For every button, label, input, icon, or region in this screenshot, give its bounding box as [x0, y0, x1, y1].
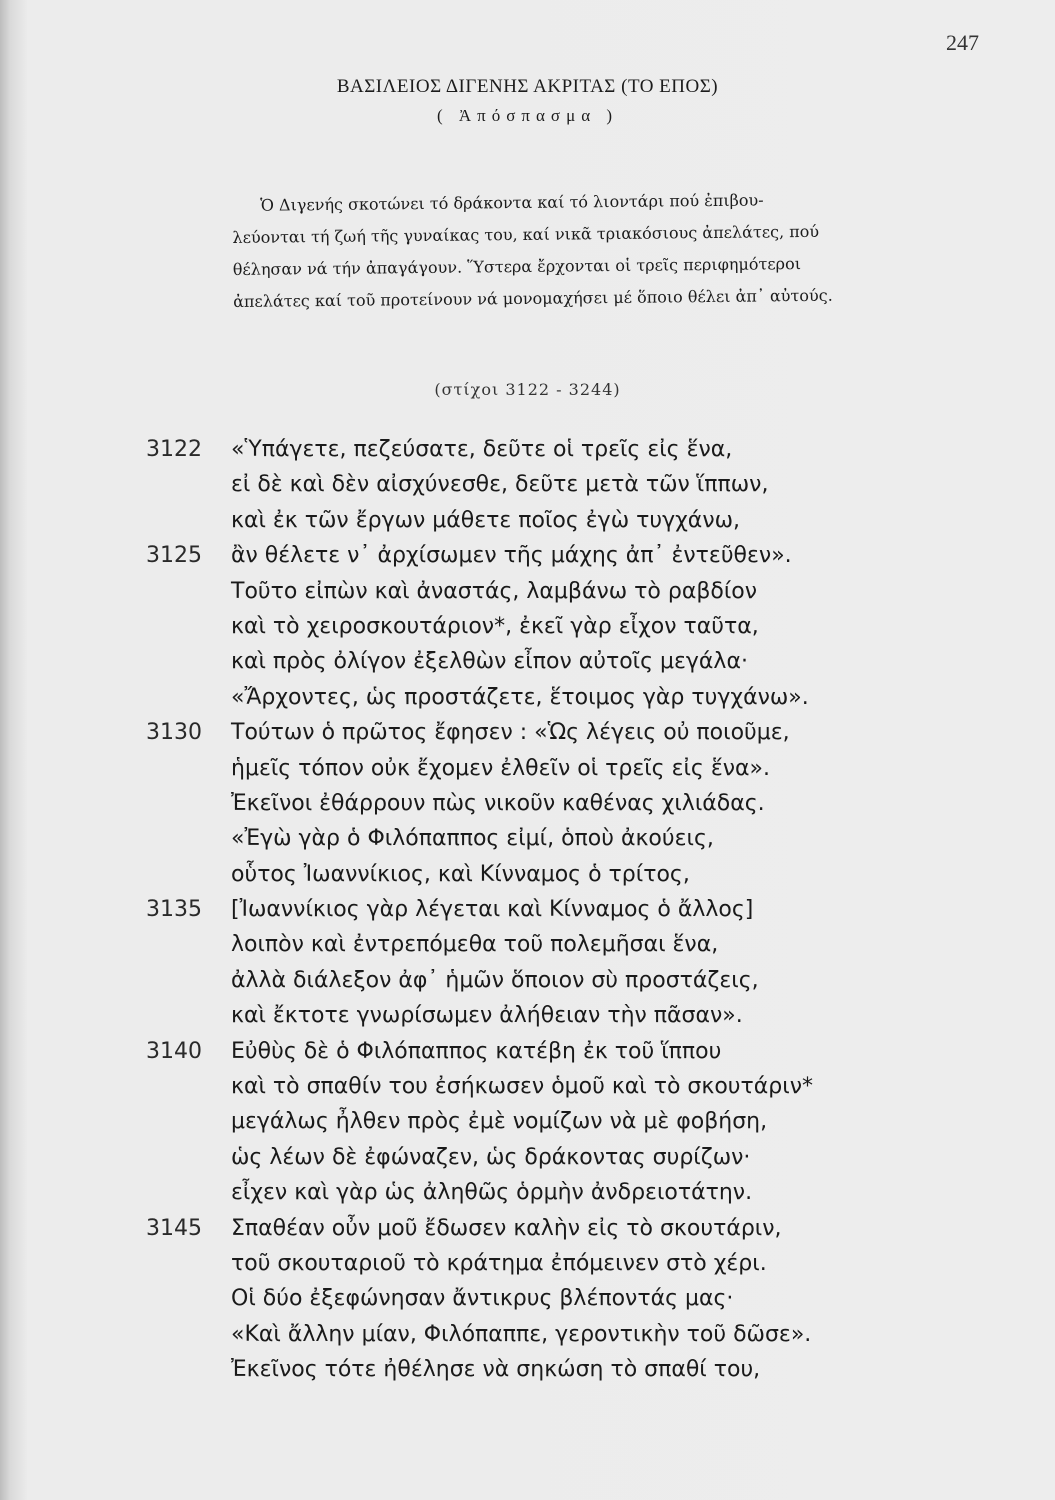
- verse-line: [0, 609, 1055, 644]
- verse-text: Ἐκεῖνος τότε ἠθέλησε νὰ σηκώση τὸ σπαθί του,: [231, 1357, 761, 1383]
- verse-line: [0, 715, 1055, 750]
- summary-line: Ὁ Διγενής σκοτώνει τό δράκοντα καί τό λιοντάρι πού ἐπιβου-: [260, 190, 764, 215]
- verse-line: [0, 1034, 1055, 1069]
- verse-text: Τούτων ὁ πρῶτος ἔφησεν : «Ὡς λέγεις οὐ ποιοῦμε,: [231, 720, 790, 746]
- verse-text: [Ἰωαννίκιος γὰρ λέγεται καὶ Κίνναμος ὁ ἄλλος]: [231, 897, 754, 923]
- verse-line: [0, 751, 1055, 786]
- verse-text: καὶ πρὸς ὀλίγον ἐξελθὼν εἶπον αὐτοῖς μεγάλα·: [231, 649, 748, 675]
- verse-line: [0, 1352, 1055, 1387]
- verse-number: 3122: [146, 437, 202, 462]
- page-number: 247: [946, 30, 979, 55]
- verse-line: [0, 467, 1055, 502]
- verse-text: Τοῦτο εἰπὼν καὶ ἀναστάς, λαμβάνω τὸ ραβδίον: [231, 578, 758, 604]
- page-subtitle: ( Ἀπόσπασμα ): [436, 106, 619, 125]
- verse-text: καὶ ἐκ τῶν ἔργων μάθετε ποῖος ἐγὼ τυγχάνω,: [231, 507, 741, 533]
- summary-line: θέλησαν νά τήν ἀπαγάγουν. Ὕστερα ἔρχονται οἱ τρεῖς περιφημότεροι: [232, 254, 802, 279]
- verse-text: «Ἐγὼ γὰρ ὁ Φιλόπαππος εἰμί, ὁποὺ ἀκούεις,: [231, 826, 714, 852]
- verse-text: ἡμεῖς τόπον οὐκ ἔχομεν ἐλθεῖν οἱ τρεῖς εἰς ἕνα».: [231, 755, 770, 781]
- verse-text: εἰ δὲ καὶ δὲν αἰσχύνεσθε, δεῦτε μετὰ τῶν ἵππων,: [231, 472, 769, 498]
- page-title: ΒΑΣΙΛΕΙΟΣ ΔΙΓΕΝΗΣ ΑΚΡΙΤΑΣ (ΤΟ ΕΠΟΣ): [336, 76, 719, 97]
- verse-line: [0, 1317, 1055, 1352]
- verse-line: [0, 644, 1055, 679]
- verse-number: 3145: [146, 1215, 202, 1241]
- verse-line: [0, 680, 1055, 715]
- verse-number: 3130: [146, 720, 202, 746]
- verse-number: 3125: [146, 543, 202, 569]
- verse-text: Ἐκεῖνοι ἐθάρρουν πὼς νικοῦν καθένας χιλιάδας.: [231, 790, 765, 816]
- verse-line: [0, 963, 1055, 998]
- verse-line: [0, 857, 1055, 892]
- verse-text: «Ὑπάγετε, πεζεύσατε, δεῦτε οἱ τρεῖς εἰς ἕνα,: [231, 437, 733, 462]
- verse-line: [0, 1246, 1055, 1281]
- verse-line: [0, 1211, 1055, 1246]
- verse-text: καὶ ἔκτοτε γνωρίσωμεν ἀλήθειαν τὴν πᾶσαν».: [231, 1003, 743, 1029]
- verse-text: ἂν θέλετε ν᾽ ἀρχίσωμεν τῆς μάχης ἀπ᾽ ἐντεῦθεν».: [231, 543, 792, 569]
- summary-paragraph: [232, 182, 993, 318]
- verse-line: [0, 574, 1055, 609]
- verse-line: [0, 432, 1055, 467]
- verse-text: οὗτος Ἰωαννίκιος, καὶ Κίνναμος ὁ τρίτος,: [231, 861, 690, 887]
- verse-number: 3140: [146, 1038, 202, 1064]
- summary-line: λεύονται τή ζωή τῆς γυναίκας του, καί νικᾶ τριακόσιους ἀπελάτες, πού: [232, 221, 820, 247]
- verse-text: καὶ τὸ χειροσκουτάριον*, ἐκεῖ γὰρ εἶχον ταῦτα,: [231, 613, 759, 639]
- verse-line: [0, 503, 1055, 538]
- verse-line: [0, 1281, 1055, 1316]
- verse-text: Σπαθέαν οὖν μοῦ ἔδωσεν καλὴν εἰς τὸ σκουτάριν,: [231, 1215, 782, 1241]
- verse-line: [0, 1104, 1055, 1139]
- verse-range: (στίχοι 3122 - 3244): [434, 380, 621, 399]
- verse-text: μεγάλως ἦλθεν πρὸς ἐμὲ νομίζων νὰ μὲ φοβήση,: [231, 1109, 768, 1135]
- verse-text: τοῦ σκουταριοῦ τὸ κράτημα ἐπόμεινεν στὸ χέρι.: [231, 1250, 767, 1276]
- poem-text: [0, 432, 1055, 1388]
- verse-line: [0, 892, 1055, 927]
- verse-text: λοιπὸν καὶ ἐντρεπόμεθα τοῦ πολεμῆσαι ἕνα,: [231, 932, 719, 958]
- verse-line: [0, 1175, 1055, 1210]
- verse-line: [0, 538, 1055, 573]
- verse-text: Οἱ δύο ἐξεφώνησαν ἄντικρυς βλέποντάς μας·: [231, 1286, 734, 1312]
- verse-text: Εὐθὺς δὲ ὁ Φιλόπαππος κατέβη ἐκ τοῦ ἵππου: [231, 1038, 722, 1064]
- verse-line: [0, 927, 1055, 962]
- verse-text: εἶχεν καὶ γὰρ ὡς ἀληθῶς ὁρμὴν ἀνδρειοτάτην.: [231, 1180, 753, 1206]
- verse-text: ὡς λέων δὲ ἐφώναζεν, ὡς δράκοντας συρίζων·: [231, 1144, 751, 1170]
- verse-text: «Καὶ ἄλλην μίαν, Φιλόπαππε, γεροντικὴν τοῦ δῶσε».: [231, 1321, 812, 1347]
- verse-number: 3135: [146, 897, 202, 923]
- verse-text: «Ἄρχοντες, ὡς προστάζετε, ἕτοιμος γὰρ τυγχάνω».: [231, 684, 809, 710]
- verse-line: [0, 1069, 1055, 1104]
- verse-line: [0, 786, 1055, 821]
- summary-line: ἀπελάτες καί τοῦ προτείνουν νά μονομαχήσει μέ ὅποιο θέλει ἀπ᾽ αὐτούς.: [233, 285, 833, 311]
- verse-text: καὶ τὸ σπαθίν του ἐσήκωσεν ὁμοῦ καὶ τὸ σκουτάριν*: [231, 1074, 813, 1100]
- verse-line: [0, 1140, 1055, 1175]
- verse-line: [0, 998, 1055, 1033]
- verse-text: ἀλλὰ διάλεξον ἀφ᾽ ἡμῶν ὅποιον σὺ προστάζεις,: [231, 967, 759, 993]
- verse-line: [0, 821, 1055, 856]
